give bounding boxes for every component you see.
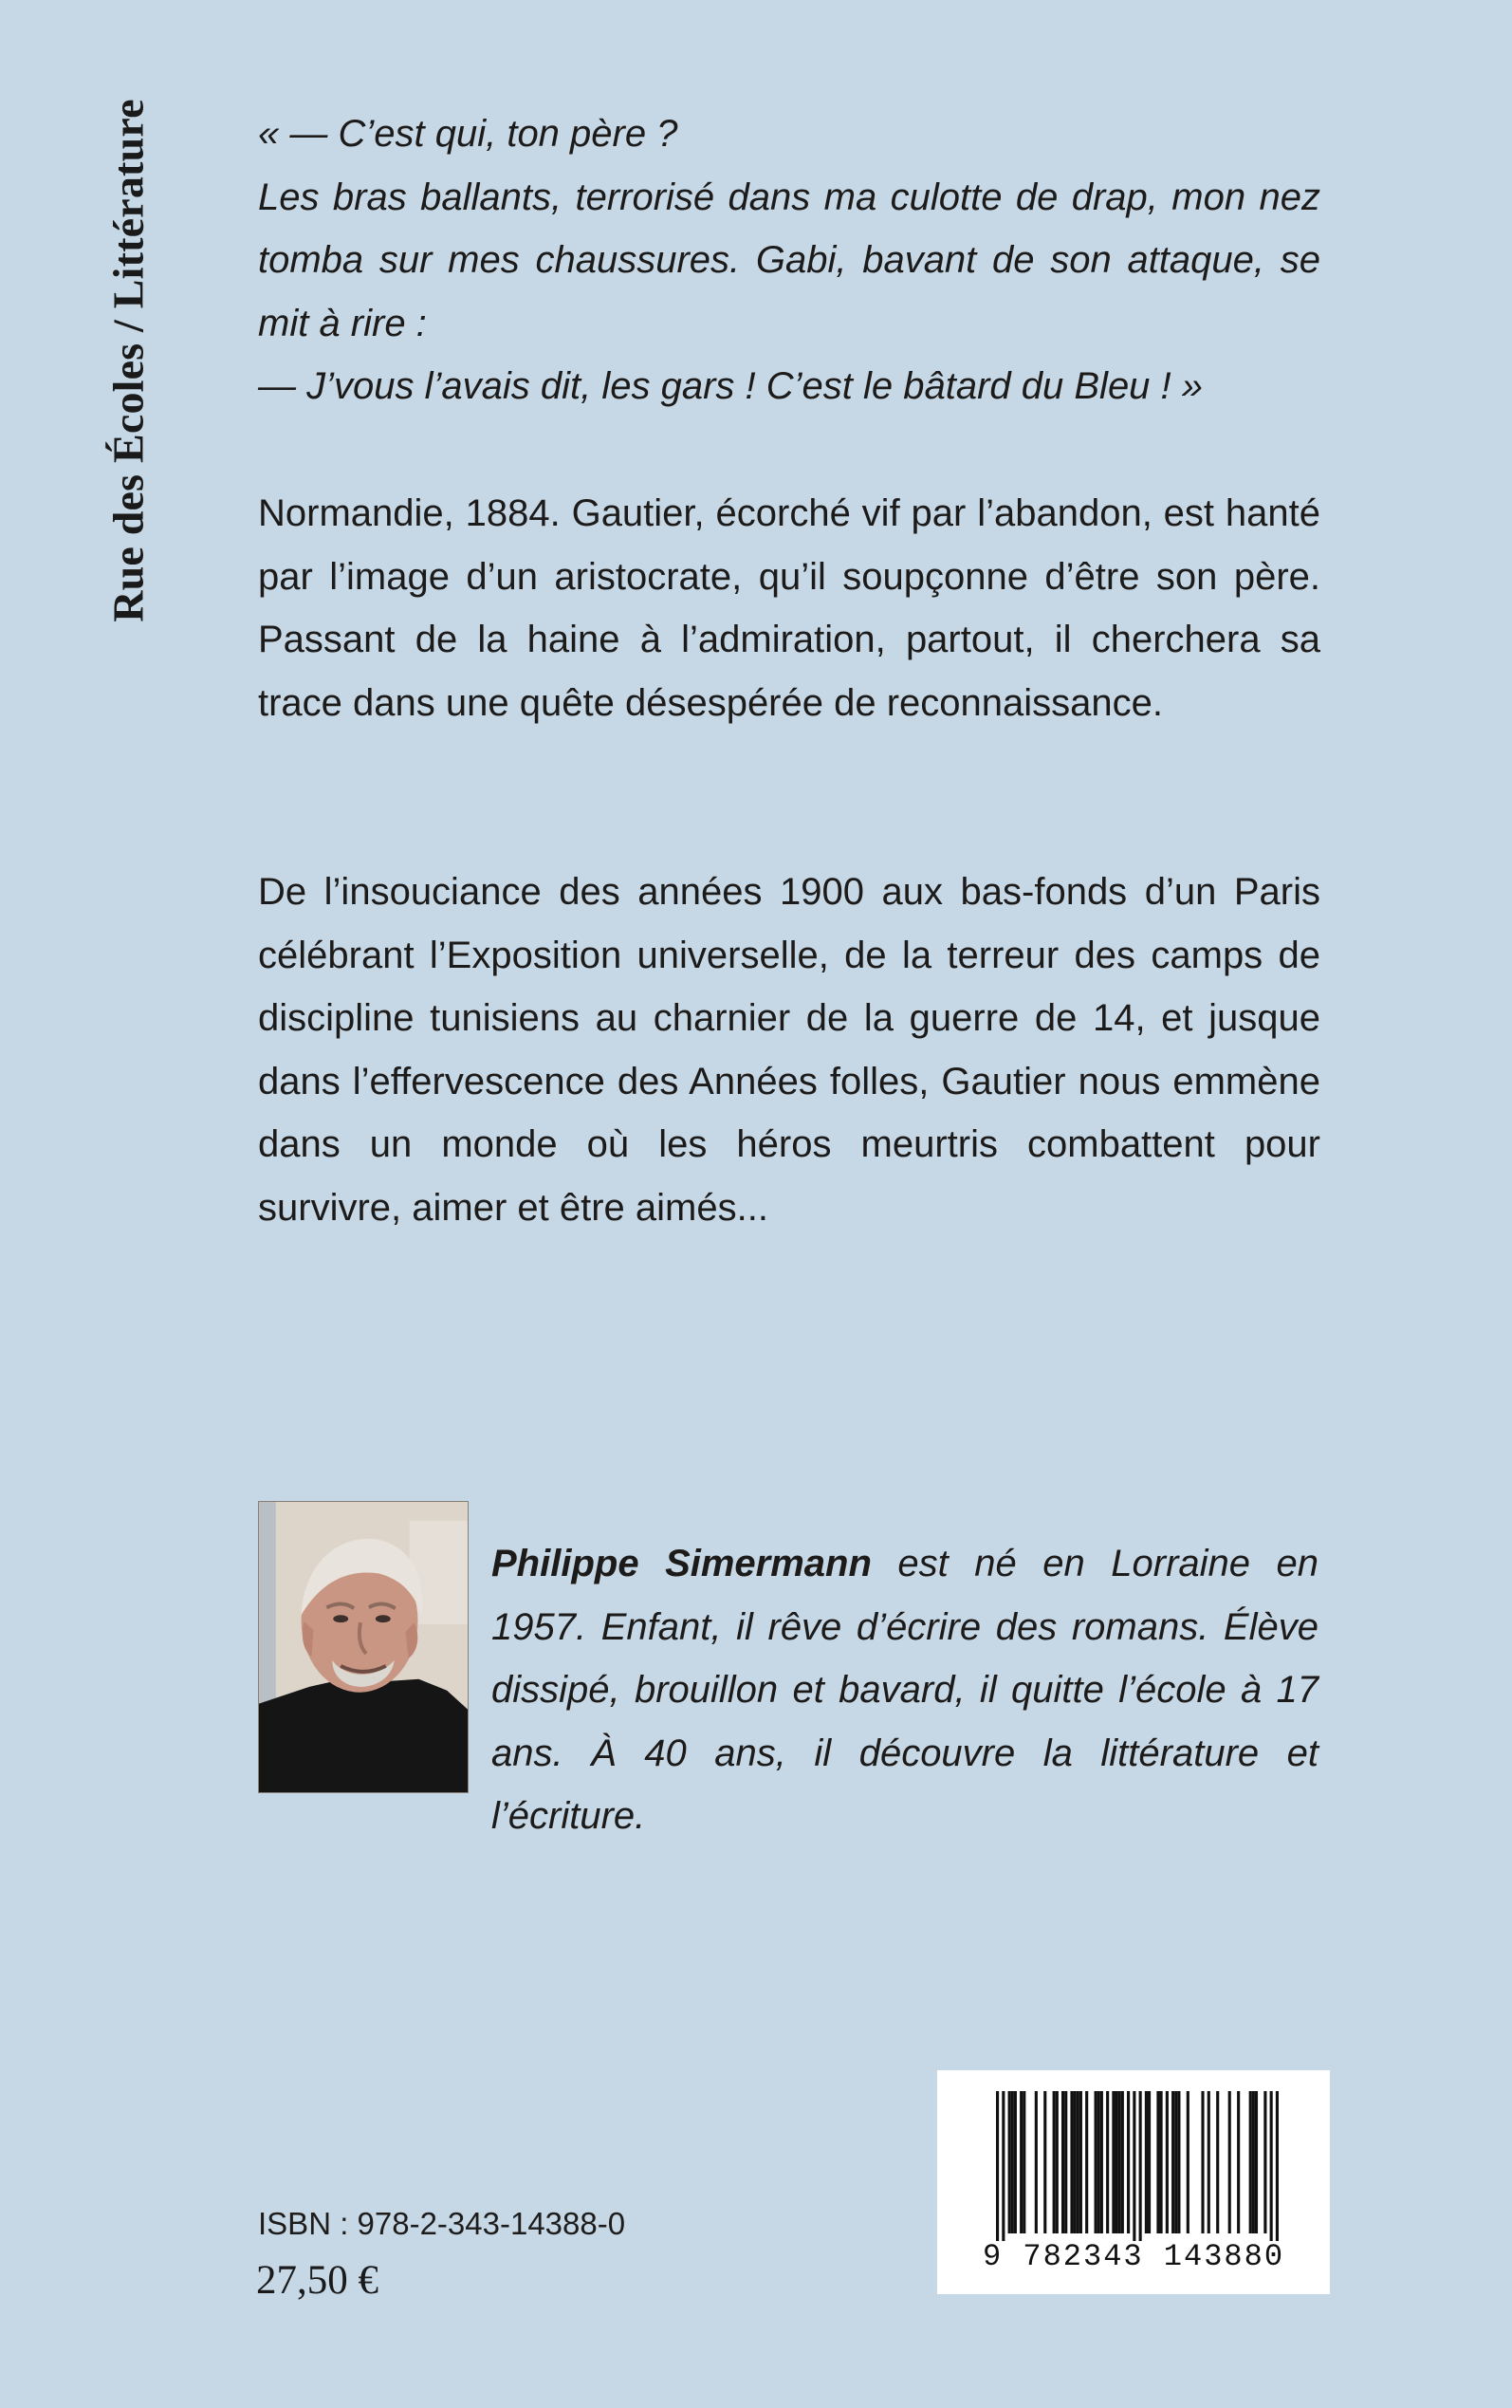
- barcode-bar: [1249, 2091, 1252, 2233]
- barcode-bar: [1020, 2091, 1023, 2233]
- barcode-bar: [1118, 2091, 1121, 2233]
- barcode-bar: [1201, 2091, 1204, 2233]
- quote-line: « — C’est qui, ton père ?: [258, 113, 678, 155]
- barcode-bar: [1228, 2091, 1231, 2233]
- barcode-bar: [1074, 2091, 1077, 2233]
- barcode-graphic: [996, 2091, 1279, 2241]
- barcode-bar: [1255, 2091, 1258, 2233]
- barcode-bar: [1177, 2091, 1180, 2233]
- author-photo: [258, 1501, 469, 1793]
- barcode-bar: [1208, 2091, 1210, 2233]
- barcode-bar: [1148, 2091, 1151, 2233]
- barcode-bar: [1014, 2091, 1017, 2233]
- quote-line: — J’vous l’avais dit, les gars ! C’est le bâtard du Bleu ! »: [258, 365, 1204, 407]
- barcode-bar: [1061, 2091, 1064, 2233]
- barcode-bar: [1127, 2091, 1130, 2233]
- barcode-bar: [1133, 2091, 1135, 2241]
- isbn-label: ISBN : 978-2-343-14388-0: [258, 2206, 626, 2241]
- barcode-bar: [1121, 2091, 1124, 2233]
- barcode-number: 9 782343 143880: [982, 2239, 1285, 2274]
- barcode-bar: [1166, 2091, 1169, 2233]
- barcode-bar: [1115, 2091, 1117, 2233]
- quote-block: [258, 102, 1320, 418]
- barcode-bar: [1064, 2091, 1067, 2233]
- barcode-bar: [1077, 2091, 1079, 2233]
- barcode-bar: [1053, 2091, 1056, 2233]
- barcode-bar: [1263, 2091, 1266, 2233]
- barcode-box: [937, 2070, 1330, 2294]
- barcode-bar: [1097, 2091, 1100, 2233]
- barcode-bar: [1043, 2091, 1046, 2233]
- barcode-bar: [1085, 2091, 1088, 2233]
- barcode-bar: [1002, 2091, 1005, 2241]
- barcode-bar: [1216, 2091, 1219, 2233]
- barcode-bar: [1056, 2091, 1059, 2233]
- body-paragraph: Normandie, 1884. Gautier, écorché vif par l’abandon, est hanté par l’image d’un aristocrate, qu’il soupçonne d’être son père. Passant de la haine à l’admiration, partout, il cherchera sa trace dans une quête désespérée de reconnaissance.: [258, 492, 1320, 724]
- barcode-bar: [1160, 2091, 1163, 2233]
- barcode-bar: [1079, 2091, 1082, 2233]
- barcode-bar: [1276, 2091, 1279, 2241]
- barcode-bar: [1095, 2091, 1097, 2233]
- barcode-bar: [1237, 2091, 1240, 2233]
- barcode-bar: [1070, 2091, 1073, 2233]
- barcode-bar: [1145, 2091, 1148, 2233]
- barcode-bar: [1106, 2091, 1109, 2233]
- spine-label: Rue des Écoles / Littérature: [103, 99, 153, 622]
- quote-line: Les bras ballants, terrorisé dans ma culotte de drap, mon nez tomba sur mes chaussures. Gabi, bavant de son attaque, se mit à rire :: [258, 176, 1320, 344]
- barcode-bar: [1035, 2091, 1038, 2233]
- barcode-bar: [996, 2091, 999, 2241]
- barcode-bar: [1008, 2091, 1011, 2233]
- barcode-bar: [1112, 2091, 1115, 2233]
- author-bio-text: est né en Lorraine en 1957. Enfant, il rêve d’écrire des romans. Élève dissipé, brouillon et bavard, il quitte l’école à 17 ans. À 40 ans, il découvre la littérature et l’écriture.: [491, 1543, 1318, 1837]
- price-label: 27,50 €: [256, 2258, 378, 2303]
- barcode-bar: [1174, 2091, 1177, 2233]
- author-name: Philippe Simermann: [491, 1543, 872, 1584]
- author-bio: [491, 1532, 1318, 1848]
- barcode-bar: [1156, 2091, 1159, 2233]
- barcode-bar: [1100, 2091, 1103, 2233]
- barcode-bar: [1270, 2091, 1273, 2241]
- barcode-bar: [1023, 2091, 1025, 2233]
- barcode-bar: [1252, 2091, 1255, 2233]
- body-paragraph: De l’insouciance des années 1900 aux bas-fonds d’un Paris célébrant l’Exposition universelle, de la terreur des camps de discipline tunisiens au charnier de la guerre de 14, et jusque dans l’effervescence des Années folles, Gautier nous emmène dans un monde où les héros meurtris combattent pour survivre, aimer et être aimés...: [258, 871, 1320, 1229]
- barcode-bar: [1171, 2091, 1174, 2233]
- barcode-bar: [1139, 2091, 1142, 2241]
- barcode-bar: [1011, 2091, 1014, 2233]
- barcode-bar: [1187, 2091, 1189, 2233]
